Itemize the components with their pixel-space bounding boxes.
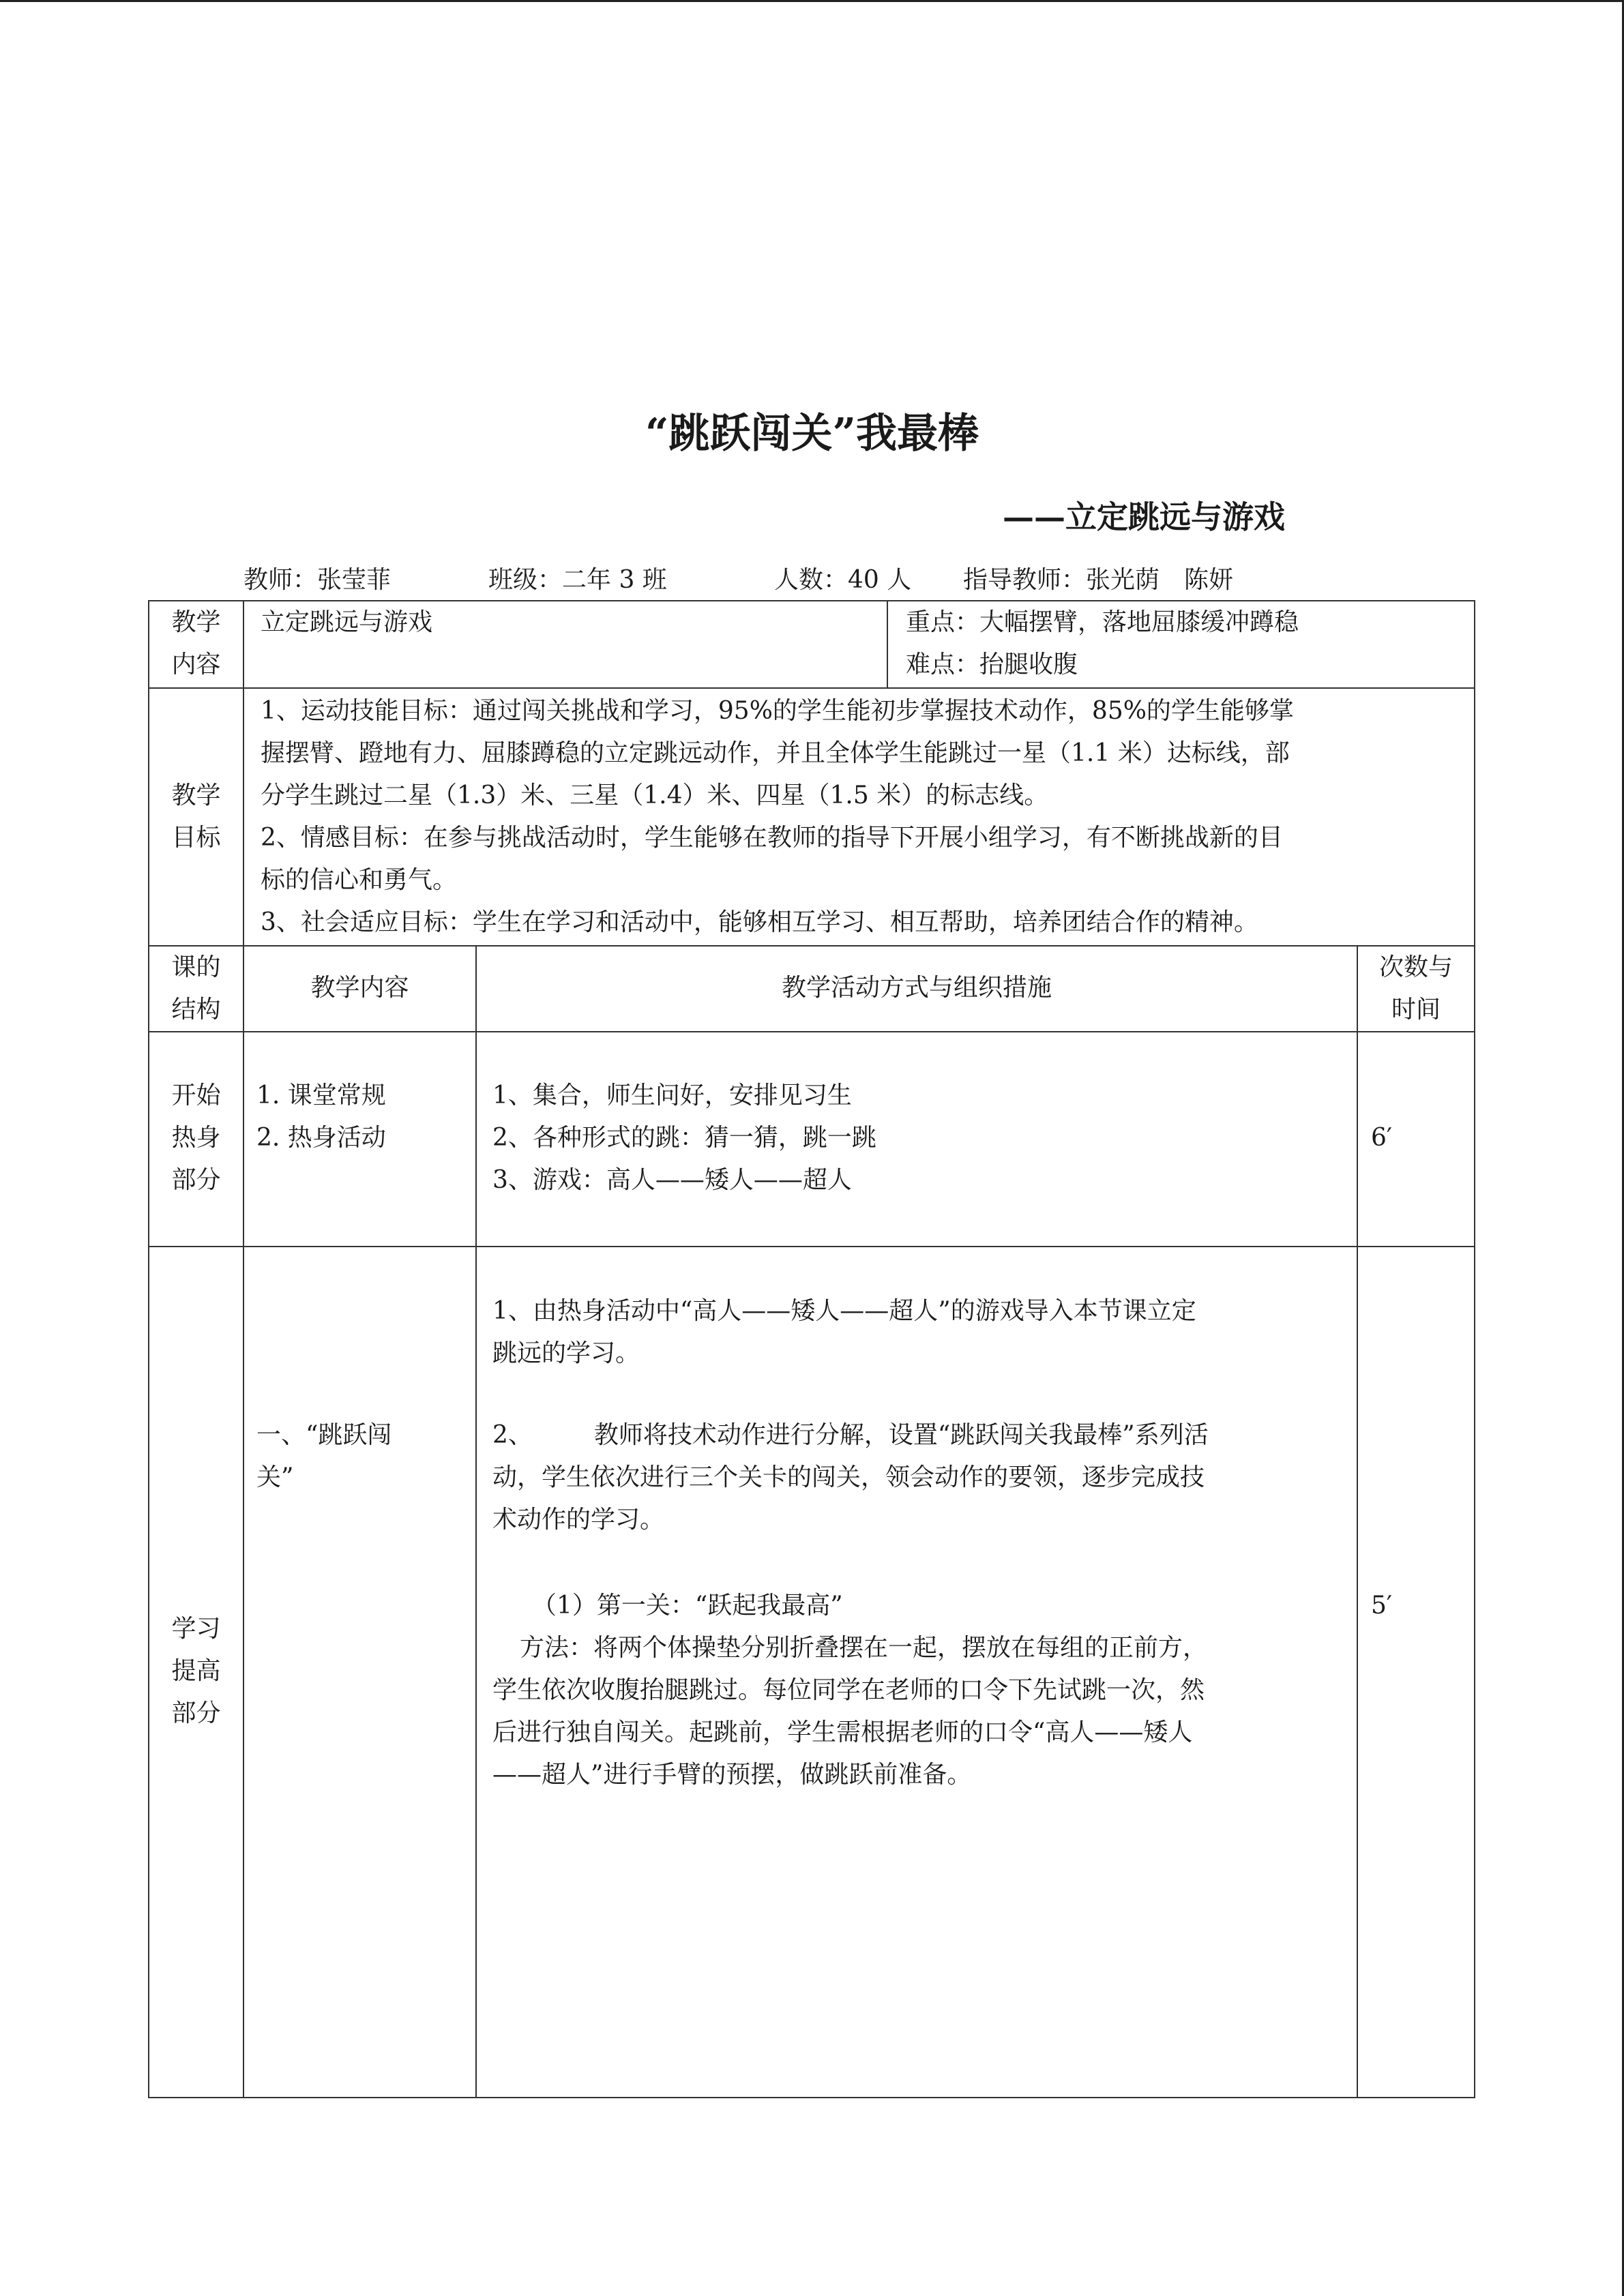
warmup-part-2: 热身	[171, 1124, 221, 1152]
column-divider	[1357, 945, 1358, 2098]
table-border-bottom	[148, 2097, 1475, 2098]
warmup-part-3: 部分	[171, 1166, 221, 1194]
learning-activity-line: 学生依次收腹抬腿跳过。每位同学在老师的口令下先试跳一次，然	[492, 1676, 1205, 1704]
goal-line: 标的信心和勇气。	[261, 866, 458, 894]
learning-activity-line: 术动作的学习。	[492, 1506, 665, 1534]
header-structure-1: 课的	[171, 953, 221, 981]
learning-activity-line: 后进行独自闯关。起跳前，学生需根据老师的口令“高人——矮人	[492, 1718, 1193, 1746]
column-divider	[887, 600, 888, 687]
difficult-point: 难点：抬腿收腹	[906, 651, 1078, 679]
row-divider	[148, 687, 1475, 689]
class-info: 班级：二年 3 班	[488, 566, 667, 594]
learning-content-item: 关”	[256, 1463, 294, 1491]
guide-teacher-info: 指导教师：张光荫 陈妍	[963, 566, 1234, 594]
teacher-info: 教师：张莹菲	[243, 566, 392, 594]
goal-line: 握摆臂、蹬地有力、屈膝蹲稳的立定跳远动作，并且全体学生能跳过一星（1.1 米）达标线，部	[261, 739, 1290, 767]
warmup-time: 6′	[1371, 1124, 1393, 1152]
learning-time: 5′	[1371, 1592, 1393, 1620]
lesson-content: 立定跳远与游戏	[261, 608, 433, 636]
learning-part-3: 部分	[171, 1699, 221, 1727]
student-count-info: 人数：40 人	[774, 566, 912, 594]
learning-activity-line: 动，学生依次进行三个关卡的闯关，领会动作的要领，逐步完成技	[492, 1463, 1205, 1491]
header-time-2: 时间	[1391, 996, 1441, 1024]
column-divider	[243, 600, 244, 2098]
document-subtitle: ——立定跳远与游戏	[1003, 498, 1285, 535]
warmup-content-item: 1. 课堂常规	[256, 1082, 386, 1109]
learning-activity-line: 跳远的学习。	[492, 1339, 640, 1367]
learning-activity-line: 2、 教师将技术动作进行分解，设置“跳跃闯关我最棒”系列活	[492, 1421, 1209, 1449]
learning-activity-line: 1、由热身活动中“高人——矮人——超人”的游戏导入本节课立定	[492, 1297, 1196, 1325]
row-divider	[148, 1031, 1475, 1032]
warmup-activity-item: 2、各种形式的跳：猜一猜，跳一跳	[492, 1124, 876, 1152]
warmup-part-1: 开始	[171, 1082, 221, 1109]
goal-line: 2、情感目标：在参与挑战活动时，学生能够在教师的指导下开展小组学习，有不断挑战新的目	[261, 824, 1283, 852]
header-activity: 教学活动方式与组织措施	[781, 974, 1052, 1002]
row-label-content-2: 内容	[171, 651, 221, 679]
warmup-activity-item: 3、游戏：高人——矮人——超人	[492, 1166, 852, 1194]
learning-part-1: 学习	[171, 1615, 221, 1643]
header-structure-2: 结构	[171, 996, 221, 1024]
row-divider	[148, 1246, 1475, 1247]
learning-activity-line: 方法：将两个体操垫分别折叠摆在一起，摆放在每组的正前方，	[520, 1634, 1208, 1662]
level-one-heading: （1）第一关：“跃起我最高”	[532, 1592, 843, 1620]
warmup-content-item: 2. 热身活动	[256, 1124, 386, 1152]
goal-line: 分学生跳过二星（1.3）米、三星（1.4）米、四星（1.5 米）的标志线。	[261, 781, 1049, 809]
learning-activity-line: ——超人”进行手臂的预摆，做跳跃前准备。	[492, 1761, 972, 1789]
header-content: 教学内容	[310, 974, 409, 1002]
learning-content-item: 一、“跳跃闯	[256, 1421, 392, 1449]
row-label-goal-2: 目标	[171, 824, 221, 852]
row-divider	[148, 945, 1475, 946]
goal-line: 1、运动技能目标：通过闯关挑战和学习，95%的学生能初步掌握技术动作，85%的学生能够掌	[261, 697, 1294, 725]
header-time-1: 次数与	[1378, 953, 1453, 981]
column-divider	[475, 945, 477, 2098]
learning-part-2: 提高	[171, 1657, 221, 1685]
table-border-right	[1474, 600, 1475, 2098]
goal-line: 3、社会适应目标：学生在学习和活动中，能够相互学习、相互帮助，培养团结合作的精神。	[261, 908, 1258, 936]
row-label-goal-1: 教学	[171, 781, 221, 809]
row-label-content-1: 教学	[171, 608, 221, 636]
document-title: “跳跃闯关”我最棒	[645, 410, 979, 458]
key-point: 重点：大幅摆臂，落地屈膝缓冲蹲稳	[906, 608, 1299, 636]
warmup-activity-item: 1、集合，师生问好，安排见习生	[492, 1082, 852, 1109]
